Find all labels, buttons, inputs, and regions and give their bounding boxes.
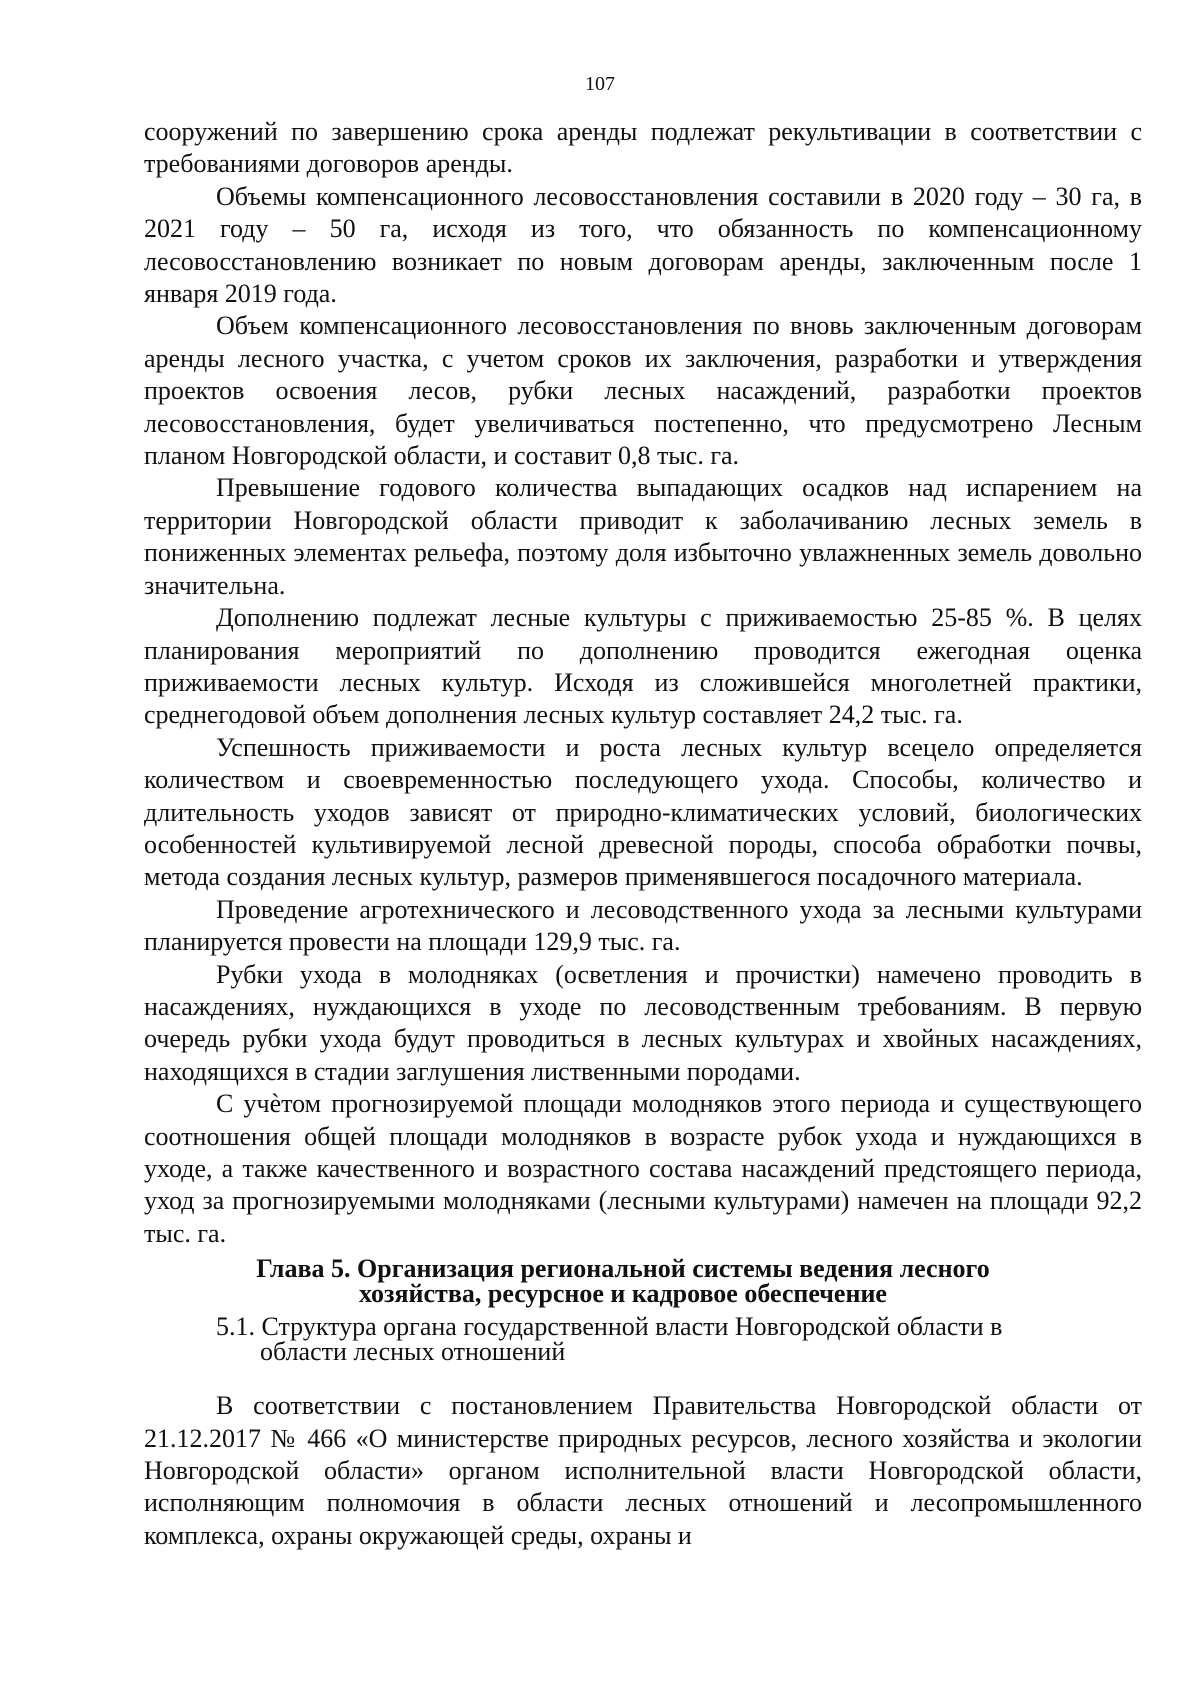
paragraph: Дополнению подлежат лесные культуры с приживаемостью 25-85 %. В целях планирования мероприятий по дополнению проводится ежегодная оценка приживаемости лесных культур. Исходя из сложившейся многолетней практики, среднегодовой объем дополнения лесных культур составляет 24,2 тыс. га.	[144, 603, 1142, 730]
paragraph: Объем компенсационного лесовосстановления по вновь заключенным договорам аренды лесного участка, с учетом сроков их заключения, разработки и утверждения проектов освоения лесов, рубки лесных насаждений, разработки проектов лесовосстановления, будет увеличиваться постепенно, что предусмотрено Лесным планом Новгородской области, и составит 0,8 тыс. га.	[144, 311, 1142, 471]
paragraph: Проведение агротехнического и лесоводственного ухода за лесными культурами планируется провести на площади 129,9 тыс. га.	[144, 894, 1142, 957]
chapter-heading-line-1: Глава 5. Организация региональной системы ведения лесного	[256, 1254, 990, 1284]
paragraph: Объемы компенсационного лесовосстановления составили в 2020 году – 30 га, в 2021 году – 50 га, исходя из того, что обязанность по компенсационному лесовосстановлению возникает по новым договорам аренды, заключенным после 1 января 2019 года.	[144, 181, 1142, 309]
chapter-heading-line-2: хозяйства, ресурсное и кадровое обеспечение	[359, 1279, 887, 1309]
document-body	[144, 116, 1142, 1552]
paragraph: сооружений по завершению срока аренды подлежат рекультивации в соответствии с требованиями договоров аренды.	[144, 117, 1142, 179]
paragraph: В соответствии с постановлением Правительства Новгородской области от 21.12.2017 № 466 «О министерстве природных ресурсов, лесного хозяйства и экологии Новгородской области» органом исполнительной власти Новгородской области, исполняющим полномочия в области лесных отношений и лесопромышленного комплекса, охраны окружающей среды, охраны и	[144, 1391, 1142, 1550]
spacer	[144, 1364, 1142, 1390]
chapter-heading	[144, 1254, 1142, 1309]
paragraph: Успешность приживаемости и роста лесных культур всецело определяется количеством и своевременностью последующего ухода. Способы, количество и длительность уходов зависят от природно-климатических условий, биологических особенностей культивируемой лесной древесной породы, способа обработки почвы, метода создания лесных культур, размеров применявшегося посадочного материала.	[144, 732, 1142, 892]
section-heading-line-1: 5.1. Структура органа государственной власти Новгородской области в	[216, 1312, 1003, 1342]
section-heading-line-2: области лесных отношений	[260, 1337, 566, 1367]
paragraph: Рубки ухода в молодняках (осветления и прочистки) намечено проводить в насаждениях, нуждающихся в уходе по лесоводственным требованиям. В первую очередь рубки ухода будут проводиться в лесных культурах и хвойных насаждениях, находящихся в стадии заглушения лиственными породами.	[144, 959, 1142, 1086]
paragraph: Превышение годового количества выпадающих осадков над испарением на территории Новгородской области приводит к заболачиванию лесных земель в пониженных элементах рельефа, поэтому доля избыточно увлажненных земель довольно значительна.	[144, 473, 1142, 600]
section-heading	[216, 1312, 1142, 1367]
paragraph: С учѐтом прогнозируемой площади молодняков этого периода и существующего соотношения общей площади молодняков в возрасте рубок ухода и нуждающихся в уходе, а также качественного и возрастного состава насаждений предстоящего периода, уход за прогнозируемыми молодняками (лесными культурами) намечен на площади 92,2 тыс. га.	[144, 1089, 1142, 1248]
page-number: 107	[585, 73, 615, 95]
